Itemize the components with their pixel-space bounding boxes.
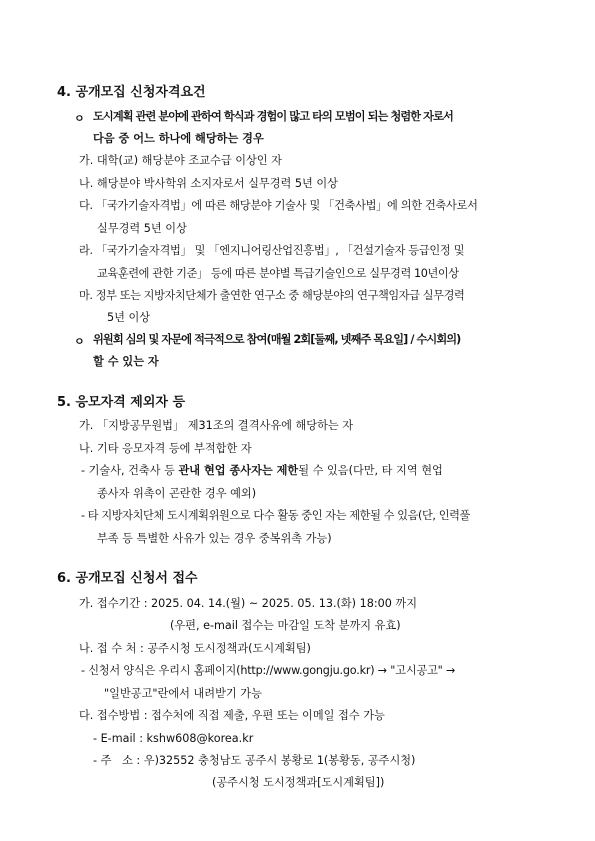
dash-item-continued: 종사자 위촉이 곤란한 경우 예외) <box>97 487 257 500</box>
dash-item-prefix: - 기술사, 건축사 등 <box>81 464 179 477</box>
bullet-text: 할 수 있는 자 <box>93 355 159 368</box>
section-heading: 4. 공개모집 신청자격요건 <box>57 85 206 100</box>
list-item: 나. 기타 응모자격 등에 부적합한 자 <box>79 442 252 455</box>
list-item-continued: 5년 이상 <box>107 311 151 324</box>
list-item-continued: 교육훈련에 관한 기준」 등에 따른 분야별 특급기술인으로 실무경력 10년이상 <box>97 267 459 280</box>
email-address: - E-mail : kshw608@korea.kr <box>93 732 254 745</box>
bullet-marker: ㅇ <box>74 335 85 348</box>
bullet-text: 도시계획 관련 분야에 관하여 학식과 경험이 많고 타의 모범이 되는 청렴한 자로서 <box>93 110 453 123</box>
receipt-period-note: (우편, e-mail 접수는 마감일 도착 분까지 유효) <box>170 619 401 632</box>
receipt-place: 나. 접 수 처 : 공주시청 도시정책과(도시계획팀) <box>79 642 311 655</box>
list-item: 마. 정부 또는 지방자치단체가 출연한 연구소 중 해당분야의 연구책임자급 실무경력 <box>79 289 465 302</box>
dash-item-emphasis: 관내 현업 종사자는 제한 <box>178 464 299 477</box>
list-item: 다. 「국가기술자격법」에 따른 해당분야 기술사 및 「건축사법」에 의한 건축사로서 <box>79 199 478 212</box>
postal-address-note: (공주시청 도시정책과[도시계획팀]) <box>212 776 385 789</box>
form-download-note-continued: "일반공고"란에서 내려받기 가능 <box>104 687 262 700</box>
list-item-continued: 실무경력 5년 이상 <box>97 222 187 235</box>
list-item: 가. 「지방공무원법」 제31조의 결격사유에 해당하는 자 <box>79 419 354 432</box>
postal-address: - 주 소 : 우)32552 충청남도 공주시 봉황로 1(봉황동, 공주시청) <box>93 754 416 767</box>
bullet-marker: ㅇ <box>74 112 85 125</box>
list-item: 나. 해당분야 박사학위 소지자로서 실무경력 5년 이상 <box>79 177 338 190</box>
bullet-text: 위원회 심의 및 자문에 적극적으로 참여(매월 2회[둘째, 넷째주 목요일] / 수시회의) <box>93 333 461 346</box>
receipt-method: 다. 접수방법 : 접수처에 직접 제출, 우편 또는 이메일 접수 가능 <box>79 709 385 722</box>
bullet-text: 다음 중 어느 하나에 해당하는 경우 <box>93 132 264 145</box>
list-item: 가. 대학(교) 해당분야 조교수급 이상인 자 <box>79 154 282 167</box>
section-heading: 5. 응모자격 제외자 등 <box>57 395 186 410</box>
dash-item: - 타 지방자치단체 도시계획위원으로 다수 활동 중인 자는 제한될 수 있음(단, 인력풀 <box>81 509 470 522</box>
dash-item <box>81 463 443 478</box>
dash-item-continued: 부족 등 특별한 사유가 있는 경우 중복위촉 가능) <box>97 532 332 545</box>
receipt-period: 가. 접수기간 : 2025. 04. 14.(월) ~ 2025. 05. 13.(화) 18:00 까지 <box>79 597 418 610</box>
section-heading: 6. 공개모집 신청서 접수 <box>57 571 198 586</box>
form-download-note: - 신청서 양식은 우리시 홈페이지(http://www.gongju.go.kr) → "고시공고" → <box>81 664 456 677</box>
dash-item-suffix: 될 수 있음(다만, 타 지역 현업 <box>298 464 443 477</box>
list-item: 라. 「국가기술자격법」 및 「엔지니어링산업진흥법」, 「건설기술자 등급인정 및 <box>79 244 465 257</box>
